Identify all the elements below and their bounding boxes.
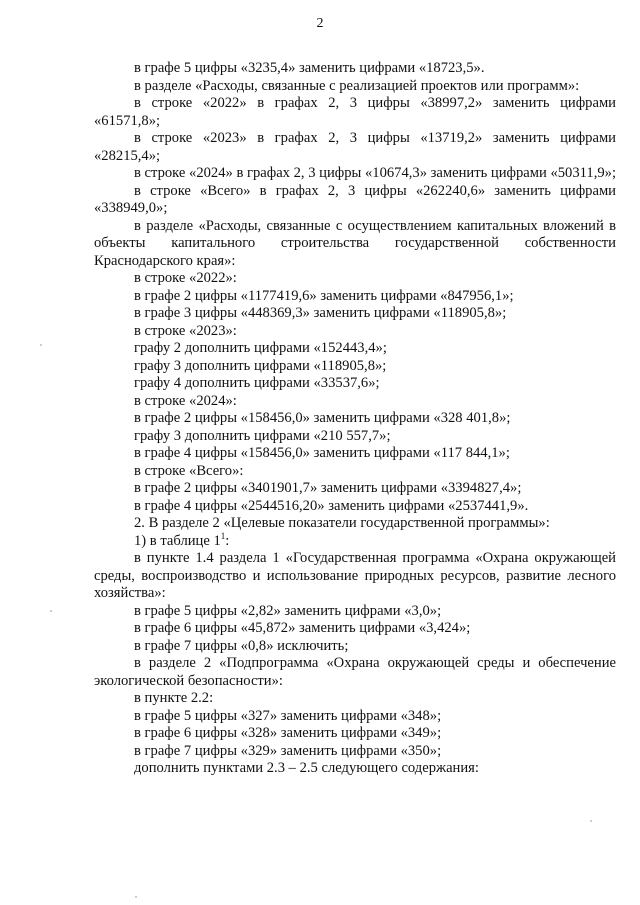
table-item-superscript: 1 [220,530,226,541]
paragraph: в графе 2 цифры «3401901,7» заменить цифрами «3394827,4»; [134,480,522,496]
paragraph: в графе 7 цифры «0,8» исключить; [134,637,349,654]
paragraph: в пункте 1.4 раздела 1 «Государственная программа «Охрана окружающей среды, воспроизводство и использование природных ресурсов, развитие лесного хозяйства»: [94,550,616,601]
paragraph: в разделе 2 «Подпрограмма «Охрана окружающей среды и обеспечение экологической безопасности»: [94,655,616,689]
paragraph: в разделе «Расходы, связанные с реализацией проектов или программ»: [134,77,580,94]
paragraph: в графе 4 цифры «158456,0» заменить цифрами «117 844,1»; [134,445,510,461]
paragraph: 2. В разделе 2 «Целевые показатели государственной программы»: [134,515,550,531]
paragraph: в разделе «Расходы, связанные с осуществлением капитальных вложений в объекты капитального строительства государственной собственности Краснодарского края»: [94,217,616,269]
paragraph: в графе 2 цифры «158456,0» заменить цифрами «328 401,8»; [134,410,511,426]
paragraph: в графе 2 цифры «1177419,6» заменить цифрами «847956,1»; [134,287,514,304]
paragraph: в графе 3 цифры «448369,3» заменить цифрами «118905,8»; [134,305,507,321]
table-item-text: 1) в таблице 1 [134,532,221,549]
paragraph: в строке «2022» в графах 2, 3 цифры «38997,2» заменить цифрами «61571,8»; [94,95,616,129]
paragraph: графу 3 дополнить цифрами «118905,8»; [134,357,387,374]
paragraph: в пункте 2.2: [134,690,214,706]
paragraph: графу 4 дополнить цифрами «33537,6»; [134,375,380,391]
table-item-suffix: : [225,532,230,549]
paragraph: в строке «2022»: [134,270,237,286]
paragraph: в строке «Всего» в графах 2, 3 цифры «262240,6» заменить цифрами «338949,0»; [94,182,616,216]
scan-speck [135,896,137,898]
paragraph: графу 3 дополнить цифрами «210 557,7»; [134,427,391,444]
paragraph: в строке «2023»: [134,322,237,339]
paragraph: в графе 7 цифры «329» заменить цифрами «350»; [134,742,442,759]
document-body [94,60,616,778]
paragraph: дополнить пунктами 2.3 – 2.5 следующего содержания: [134,760,479,776]
scan-speck [50,610,52,612]
paragraph: в графе 6 цифры «328» заменить цифрами «349»; [134,725,442,741]
paragraph: графу 2 дополнить цифрами «152443,4»; [134,340,387,356]
scan-speck [590,820,592,822]
paragraph: в графе 5 цифры «327» заменить цифрами «348»; [134,707,442,724]
paragraph: в строке «2024» в графах 2, 3 цифры «10674,3» заменить цифрами «50311,9»; [134,165,616,181]
paragraph: в графе 6 цифры «45,872» заменить цифрами «3,424»; [134,620,471,636]
paragraph: в графе 4 цифры «2544516,20» заменить цифрами «2537441,9». [134,497,529,514]
paragraph: в строке «2023» в графах 2, 3 цифры «13719,2» заменить цифрами «28215,4»; [94,130,616,164]
paragraph: в графе 5 цифры «2,82» заменить цифрами «3,0»; [134,602,442,619]
table-item-paragraph [94,530,616,551]
paragraph: в строке «Всего»: [134,462,244,479]
scan-speck [40,344,42,346]
page-number: 2 [316,16,324,31]
paragraph: в строке «2024»: [134,392,237,409]
paragraph: в графе 5 цифры «3235,4» заменить цифрами «18723,5». [134,60,485,76]
